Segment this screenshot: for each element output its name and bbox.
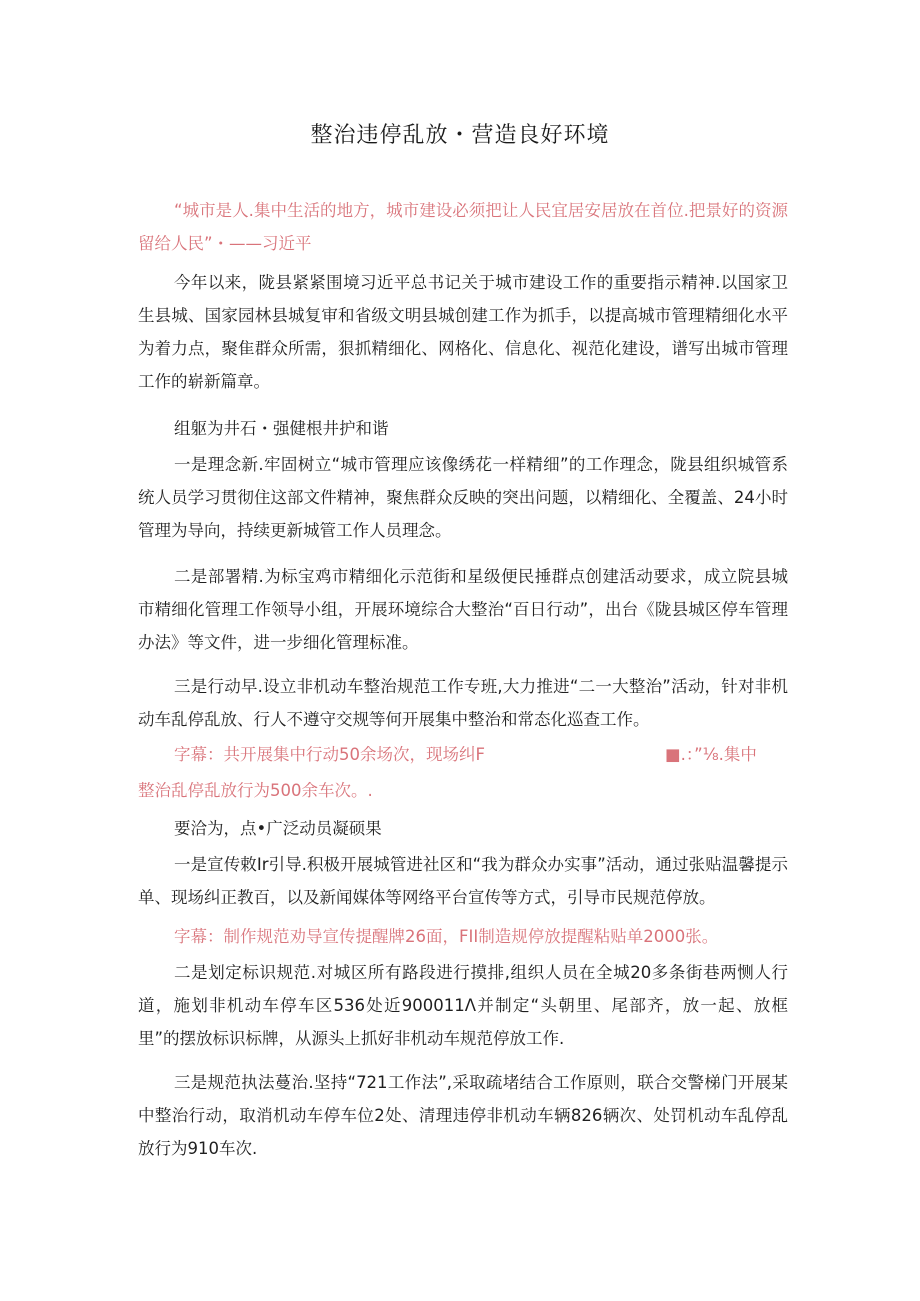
caption-action-count [138,738,788,771]
section2-paragraph-2: 二是划定标识规范.对城区所有路段进行摸排,组织人员在全城20多条街巷两恻人行道，施划非机动车停车区536处近900011Λ并制定“头朝里、尾部齐，放一起、放框里”的摆放标识标牌，从源头上抓好非机动车规范停放工作. [138,963,788,1048]
section1-paragraph-1: 一是理念新.牢固树立“城市管理应该像绣花一样精细”的工作理念，陇县组织城管系统人员学习贯彻住这部文件精神，聚焦群众反映的突出问题，以精细化、全覆盖、24小时管理为导向，持续更新城管工作人员理念。 [138,455,788,540]
quote-paragraph: “城市是人.集中生活的地方，城市建设必须把让人民宜居安居放在首位.把景好的资源留给人民”・——习近平 [138,201,788,253]
section1-paragraph-3: 三是行动早.设立非机动车整治规范工作专班,大力推进“二一大整治”活动，针对非机动车乱停乱放、行人不遵守交规等何开展集中整治和常态化巡查工作。 [138,677,788,729]
page-title: 整治违停乱放・营造良好环境 [310,123,610,148]
caption-action-count-text: 字幕：共开展集中行动50余场次，现场纠F [174,745,485,764]
section1-paragraph-2: 二是部署精.为标宝鸡市精细化示范街和星级便民捶群点创建活动要求，成立院县城市精细化管理工作领导小组，开展环境综合大整治“百日行动”，出台《陇县城区停车管理办法》等文件，进一步细化管理标准。 [138,567,788,652]
caption-signs: 字幕：制作规范劝导宣传提醒牌26面，FII制造规停放提醒粘贴单2000张。 [174,927,719,946]
caption-action-count-continued: 整治乱停乱放行为500余车次。. [138,781,373,800]
intro-paragraph: 今年以来，陇县紧紧围境习近平总书记关于城市建设工作的重要指示精神.以国家卫生县城、国家园林县城复审和省级文明县城创建工作为抓手，以提高城市管理精细化水平为着力点，聚隹群众所需，狠抓精细化、网格化、信息化、视范化建设，谱写出城市管理工作的崭新篇章。 [138,273,788,391]
caption-action-count-tail: ■.：”⅛.集中 [665,745,757,764]
section2-paragraph-3: 三是规范执法蔓治.坚持“721工作法”,采取疏堵结合工作原则，联合交警梯门开展某中整治行动，取消机动车停车位2处、清理违停非机动车辆826辆次、处罚机动车乱停乱放行为910车次. [138,1073,788,1158]
section2-heading: 要洽为，点•广泛动员凝硕果 [174,819,382,838]
section2-paragraph-1: 一是宣传敕Ir引导.积极开展城管进社区和“我为群众办实事”活动，通过张贴温馨提示单、现场纠正教百，以及新闻媒体等网络平台宣传等方式，引导市民规范停放。 [138,855,788,907]
section1-heading: 组躯为井石・强健根井护和谐 [174,419,389,438]
